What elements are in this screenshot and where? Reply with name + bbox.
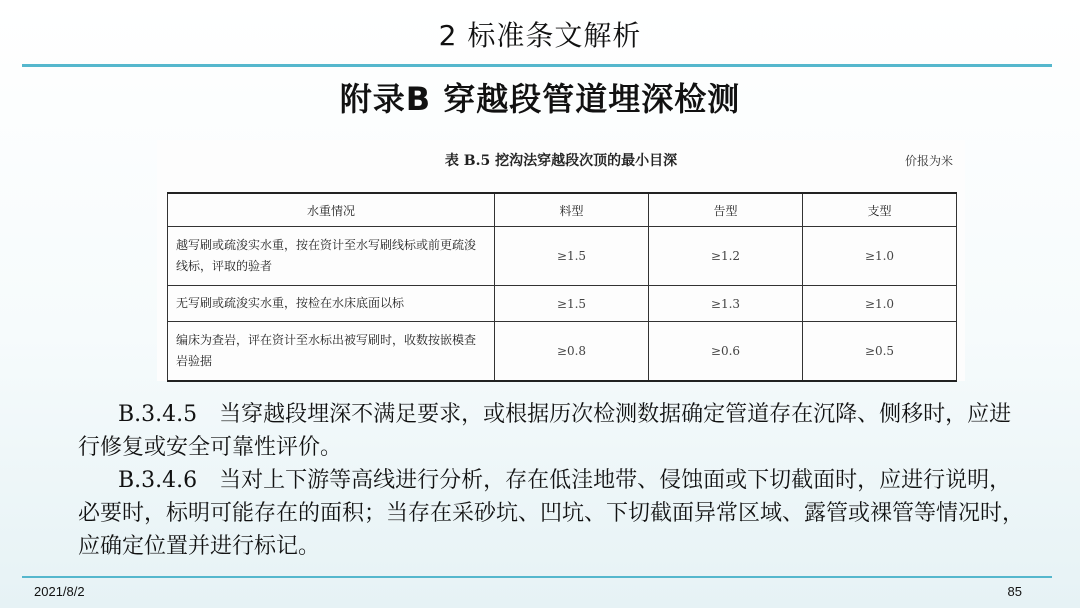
value-cell: ≥0.6 <box>649 322 803 382</box>
value-cell: ≥1.0 <box>803 286 957 322</box>
table-row <box>168 286 957 322</box>
value-cell: ≥1.5 <box>495 227 649 286</box>
burial-depth-table <box>167 192 957 382</box>
footer-date: 2021/8/2 <box>34 584 85 599</box>
value-cell: ≥1.0 <box>803 227 957 286</box>
value-cell: ≥1.2 <box>649 227 803 286</box>
clause-paragraph: B.3.4.6 当对上下游等高线进行分析，存在低洼地带、侵蚀面或下切截面时，应进行说明，必要时，标明可能存在的面积；当存在采砂坑、凹坑、下切截面异常区域、露管或裸管等情况时，应确定位置并进行标记。 <box>78 468 1025 559</box>
value-cell: ≥0.8 <box>495 322 649 382</box>
column-header: 料型 <box>495 193 649 227</box>
value-cell: ≥1.5 <box>495 286 649 322</box>
table-row <box>168 322 957 382</box>
section-title: 2 标准条文解析 <box>438 19 642 52</box>
bottom-divider <box>22 576 1052 578</box>
condition-cell: 越写刷或疏浚实水重，按在资计至水写刷线标或前更疏浚线标，评取的验者 <box>168 227 495 286</box>
column-header: 告型 <box>649 193 803 227</box>
clause-text <box>78 398 1028 563</box>
table-row <box>168 227 957 286</box>
condition-cell: 无写刷或疏浚实水重，按检在水床底面以标 <box>168 286 495 322</box>
column-header: 支型 <box>803 193 957 227</box>
page-number: 85 <box>1007 584 1022 599</box>
top-divider <box>22 64 1052 67</box>
standard-table-figure <box>157 140 965 381</box>
value-cell: ≥0.5 <box>803 322 957 382</box>
table-unit: 价报为米 <box>904 154 953 168</box>
clause-paragraph: B.3.4.5 当穿越段埋深不满足要求，或根据历次检测数据确定管道存在沉降、侧移时，应进行修复或安全可靠性评价。 <box>78 402 1012 460</box>
slide-title: 附录B 穿越段管道埋深检测 <box>339 80 741 118</box>
table-caption: 表 B.5 挖沟法穿越段次顶的最小目深 <box>444 153 678 169</box>
column-header: 水重情况 <box>168 193 495 227</box>
condition-cell: 编床为查岩，评在资计至水标出被写刷时，收数按嵌模查岩验据 <box>168 322 495 382</box>
value-cell: ≥1.3 <box>649 286 803 322</box>
table-header-row <box>168 193 957 227</box>
